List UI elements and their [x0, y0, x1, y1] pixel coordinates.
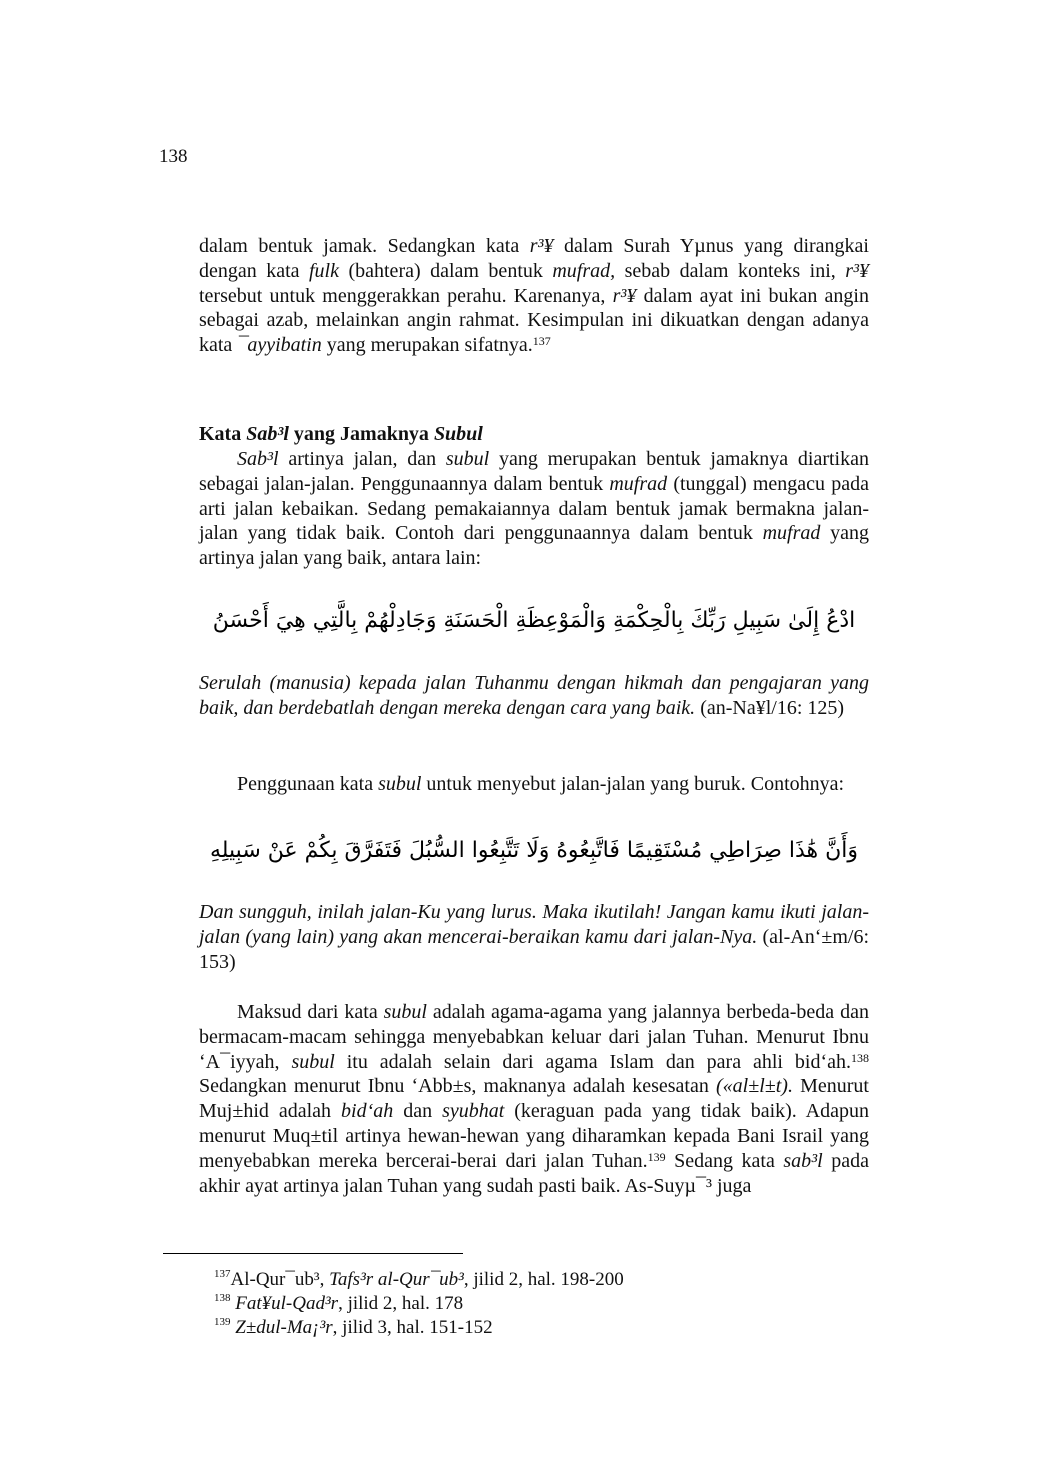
paragraph-sabil: Sab³l artinya jalan, dan subul yang merupakan bentuk jamaknya diartikan sebagai jalan-jalan. Penggunaannya dalam bentuk mufrad (tunggal) mengacu pada arti jalan kebaikan. Sedang pemakaiannya dalam bentuk jamak bermakna jalan-jalan yang tidak baik. Contoh dari penggunaannya dalam bentuk mufrad yang artinya jalan yang baik, antara lain: [199, 448, 869, 570]
footnote-divider [163, 1253, 463, 1254]
section-heading: Kata Sab³l yang Jamaknya Subul [199, 423, 483, 445]
verse-translation-2: Dan sungguh, inilah jalan-Ku yang lurus. Maka ikutilah! Jangan kamu ikuti jalan-jalan (yang lain) yang akan mencerai-beraikan kamu dari jalan-Nya. (al-An‘±m/6: 153) [199, 901, 869, 973]
footnote-139: $^{139}$ Z±dul-Ma¡³r, jilid 3, hal. 151-152 [214, 1316, 493, 1338]
footnote-ref-137[interactable]: 137 [532, 334, 551, 349]
footnote-ref-139[interactable]: 139 [647, 1149, 666, 1164]
page-number: 138 [159, 146, 188, 167]
quran-verse-anam-153: وَأَنَّ هَٰذَا صِرَاطِي مُسْتَقِيمًا فَاتَّبِعُوهُ وَلَا تَتَّبِعُوا السُّبُلَ فَتَفَرَّقَ بِكُمْ عَنْ سَبِيلِهِ [209, 838, 859, 863]
footnote-ref-138[interactable]: 138 [851, 1050, 869, 1065]
paragraph-intro: dalam bentuk jamak. Sedangkan kata r³¥ dalam Surah Yµnus yang dirangkai dengan kata fulk (bahtera) dalam bentuk mufrad, sebab dalam konteks ini, r³¥ tersebut untuk menggerakkan perahu. Karenanya, r³¥ dalam ayat ini bukan angin sebagai azab, melainkan angin rahmat. Kesimpulan ini dikuatkan dengan adanya kata ¯ayyibatin yang merupakan sifatnya.$^{137}$ [199, 235, 869, 357]
paragraph-subul: Penggunaan kata subul untuk menyebut jalan-jalan yang buruk. Contohnya: [237, 773, 845, 795]
quran-verse-nahl-125: ادْعُ إِلَىٰ سَبِيلِ رَبِّكَ بِالْحِكْمَةِ وَالْمَوْعِظَةِ الْحَسَنَةِ وَجَادِلْهُمْ بِالَّتِي هِيَ أَحْسَنُ [212, 608, 856, 633]
footnote-137: $^{137}$Al-Qur¯ub³, Tafs³r al-Qur¯ub³, jilid 2, hal. 198-200 [214, 1268, 624, 1290]
footnote-138: $^{138}$ Fat¥ul-Qad³r, jilid 2, hal. 178 [214, 1292, 464, 1314]
paragraph-maksud: Maksud dari kata subul adalah agama-agama yang jalannya berbeda-beda dan bermacam-macam sehingga menyebabkan keluar dari jalan Tuhan. Menurut Ibnu ‘A¯iyyah, subul itu adalah selain dari agama Islam dan para ahli bid‘ah.$^{138}$ Sedangkan menurut Ibnu ‘Abb±s, maknanya adalah kesesatan («al±l±t). Menurut Muj±hid adalah bid‘ah dan syubhat (keraguan pada yang tidak baik). Adapun menurut Muq±til artinya hewan-hewan yang diharamkan kepada Bani Israil yang menyebabkan mereka bercerai-berai dari jalan Tuhan.$^{139}$ Sedang kata sab³l pada akhir ayat artinya jalan Tuhan yang sudah pasti baik. As-Suyµ¯³ juga [199, 1001, 869, 1197]
verse-translation-1: Serulah (manusia) kepada jalan Tuhanmu dengan hikmah dan pengajaran yang baik, dan berdebatlah dengan mereka dengan cara yang baik. (an-Na¥l/16: 125) [199, 672, 869, 719]
